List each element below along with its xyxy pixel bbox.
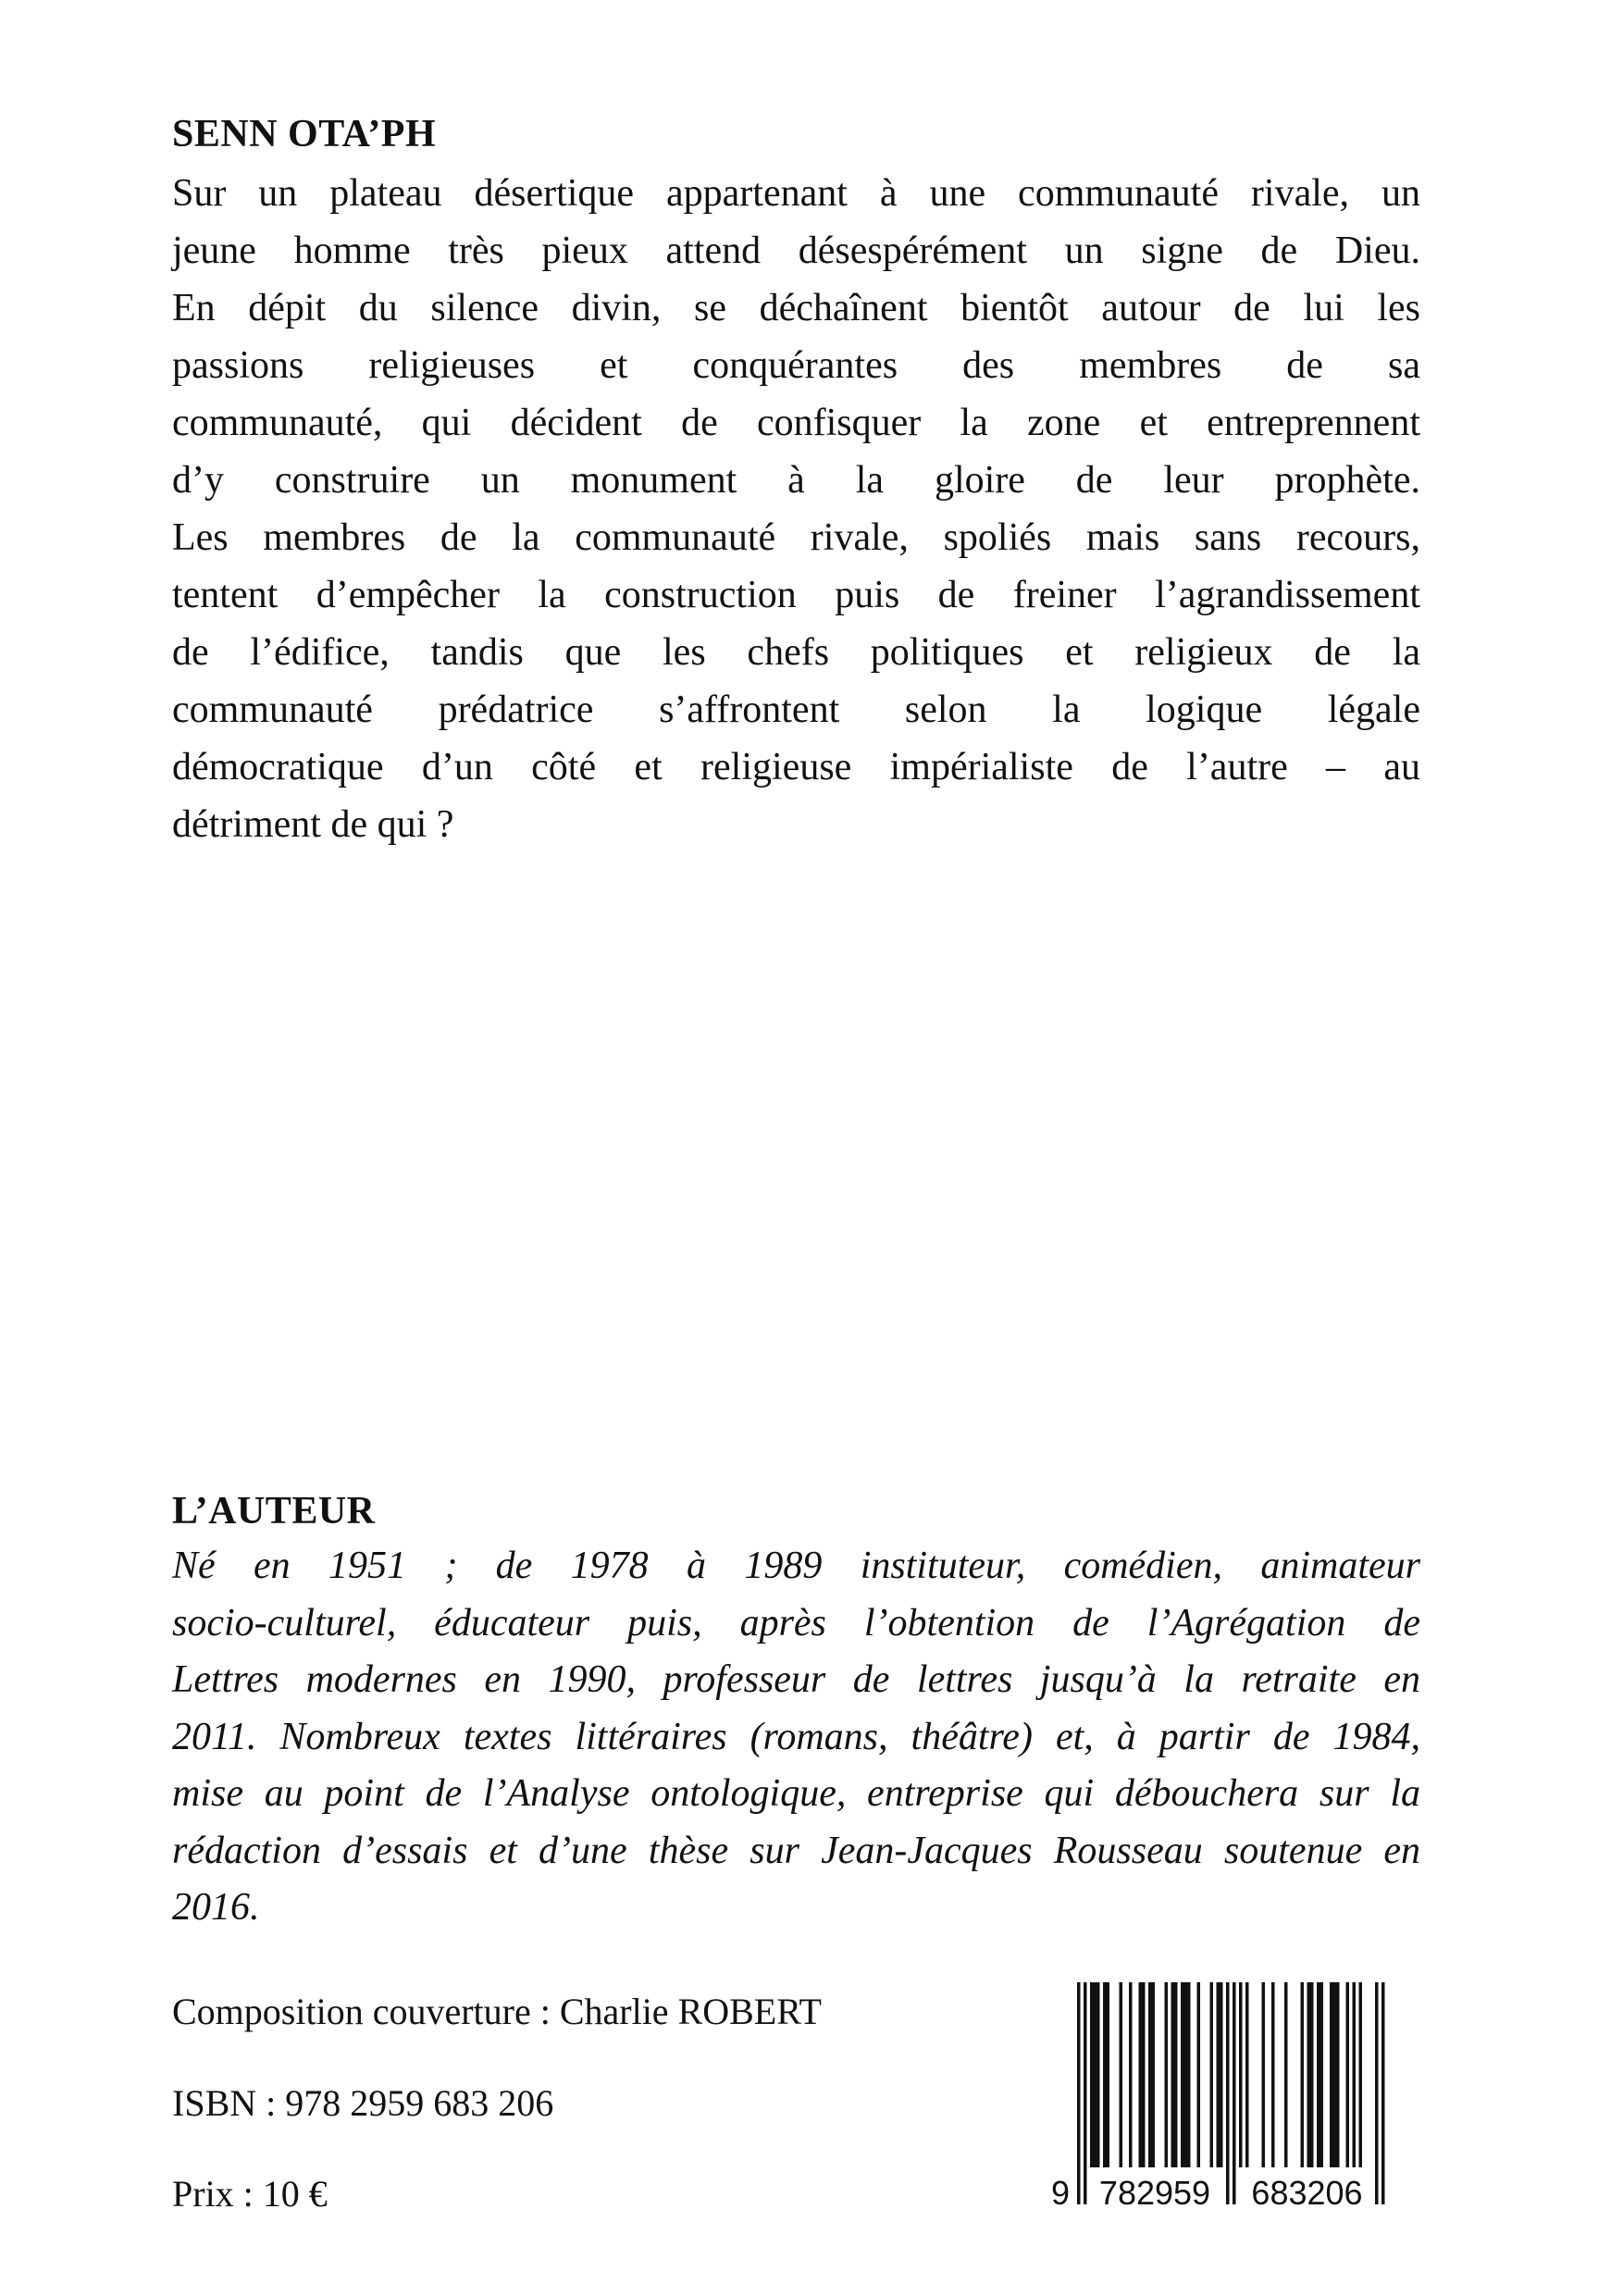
barcode-bar bbox=[1381, 1982, 1385, 2204]
summary-line: d’y construire un monument à la gloire de leur prophète. bbox=[172, 459, 1420, 502]
barcode-bar bbox=[1090, 1982, 1094, 2167]
summary-line: tentent d’empêcher la construction puis de freiner l’agrandissement bbox=[172, 574, 1420, 616]
author-bio-line: mise au point de l’Analyse ontologique, entreprise qui débouchera sur la bbox=[172, 1772, 1420, 1815]
author-bio-line: Né en 1951 ; de 1978 à 1989 instituteur, comédien, animateur bbox=[172, 1545, 1420, 1587]
barcode-bar bbox=[1317, 1982, 1320, 2167]
barcode-bar bbox=[1210, 1982, 1214, 2167]
author-bio-line: 2016. bbox=[172, 1886, 260, 1929]
summary-line: détriment de qui ? bbox=[172, 803, 454, 846]
barcode-bar bbox=[1359, 1982, 1363, 2167]
author-title: L’AUTEUR bbox=[172, 1490, 376, 1533]
summary-line: Les membres de la communauté rivale, spoliés mais sans recours, bbox=[172, 516, 1420, 559]
author-bio-line: 2011. Nombreux textes littéraires (romans, théâtre) et, à partir de 1984, bbox=[172, 1715, 1420, 1758]
barcode-bar bbox=[1084, 1982, 1087, 2204]
barcode-bar bbox=[1165, 1982, 1169, 2167]
barcode-bar bbox=[1171, 1982, 1175, 2167]
barcode-bar bbox=[1197, 1982, 1201, 2167]
barcode-bar bbox=[1310, 1982, 1314, 2167]
summary-title: SENN OTA’PH bbox=[172, 113, 437, 155]
author-bio-text bbox=[172, 1538, 1420, 1937]
barcode-bar bbox=[1301, 1982, 1305, 2167]
barcode-bar bbox=[1184, 1982, 1188, 2167]
summary-line: En dépit du silence divin, se déchaînent bientôt autour de lui les bbox=[172, 287, 1420, 329]
summary-line: de l’édifice, tandis que les chefs politiques et religieux de la bbox=[172, 631, 1420, 674]
barcode-bar bbox=[1187, 1982, 1191, 2167]
barcode-bar bbox=[1094, 1982, 1097, 2167]
barcode-bar bbox=[1307, 1982, 1311, 2167]
summary-line: jeune homme très pieux attend désespérément un signe de Dieu. bbox=[172, 230, 1420, 272]
barcode-bar bbox=[1271, 1982, 1275, 2167]
barcode-bar bbox=[1096, 1982, 1100, 2167]
barcode-bar bbox=[1320, 1982, 1324, 2167]
summary-line: communauté prédatrice s’affrontent selon la logique légale bbox=[172, 689, 1420, 731]
barcode-bar bbox=[1284, 1982, 1288, 2167]
barcode-bar bbox=[1129, 1982, 1133, 2167]
price-text: Prix : 10 € bbox=[172, 2173, 328, 2215]
summary-line: Sur un plateau désertique appartenant à une communauté rivale, un bbox=[172, 172, 1420, 215]
barcode-bar bbox=[1174, 1982, 1178, 2167]
barcode-bar bbox=[1152, 1982, 1156, 2167]
barcode-bar bbox=[1217, 1982, 1220, 2167]
barcode-bar bbox=[1103, 1982, 1107, 2167]
barcode-bar bbox=[1245, 1982, 1249, 2167]
cover-credit: Composition couverture : Charlie ROBERT bbox=[172, 1991, 822, 2032]
barcode-bar bbox=[1330, 1982, 1333, 2167]
barcode-bar bbox=[1220, 1982, 1223, 2167]
author-bio-line: socio-culturel, éducateur puis, après l’obtention de l’Agrégation de bbox=[172, 1601, 1420, 1644]
summary-line: passions religieuses et conquérantes des membres de sa bbox=[172, 344, 1420, 387]
summary-line: communauté, qui décident de confisquer la zone et entreprennent bbox=[172, 402, 1420, 444]
barcode-bar bbox=[1353, 1982, 1357, 2167]
barcode-bar bbox=[1139, 1982, 1143, 2167]
summary-text bbox=[172, 165, 1420, 853]
barcode-bar bbox=[1346, 1982, 1350, 2167]
barcode-bar bbox=[1239, 1982, 1243, 2167]
author-bio-line: rédaction d’essais et d’une thèse sur Jean-Jacques Rousseau soutenue en bbox=[172, 1829, 1420, 1872]
barcode-bar bbox=[1107, 1982, 1110, 2167]
isbn-barcode bbox=[1047, 1982, 1418, 2209]
barcode-lead-digit: 9 bbox=[1051, 2174, 1071, 2209]
barcode-bar bbox=[1333, 1982, 1337, 2167]
barcode-bar bbox=[1262, 1982, 1266, 2167]
barcode-right-digits: 683206 bbox=[1251, 2174, 1363, 2209]
barcode-bar bbox=[1181, 1982, 1184, 2167]
summary-line: démocratique d’un côté et religieuse impérialiste de l’autre – au bbox=[172, 746, 1420, 788]
isbn-text: ISBN : 978 2959 683 206 bbox=[172, 2082, 554, 2124]
barcode-bar bbox=[1077, 1982, 1081, 2204]
barcode-bars bbox=[1077, 1982, 1385, 2204]
barcode-left-digits: 782959 bbox=[1098, 2174, 1211, 2209]
barcode-bar bbox=[1375, 1982, 1379, 2204]
barcode-bar bbox=[1336, 1982, 1340, 2167]
barcode-bar bbox=[1233, 1982, 1236, 2204]
barcode-bar bbox=[1142, 1982, 1146, 2167]
barcode-bar bbox=[1226, 1982, 1230, 2204]
barcode-bar bbox=[1120, 1982, 1123, 2167]
author-bio-line: Lettres modernes en 1990, professeur de lettres jusqu’à la retraite en bbox=[172, 1658, 1420, 1701]
barcode-bar bbox=[1148, 1982, 1152, 2167]
